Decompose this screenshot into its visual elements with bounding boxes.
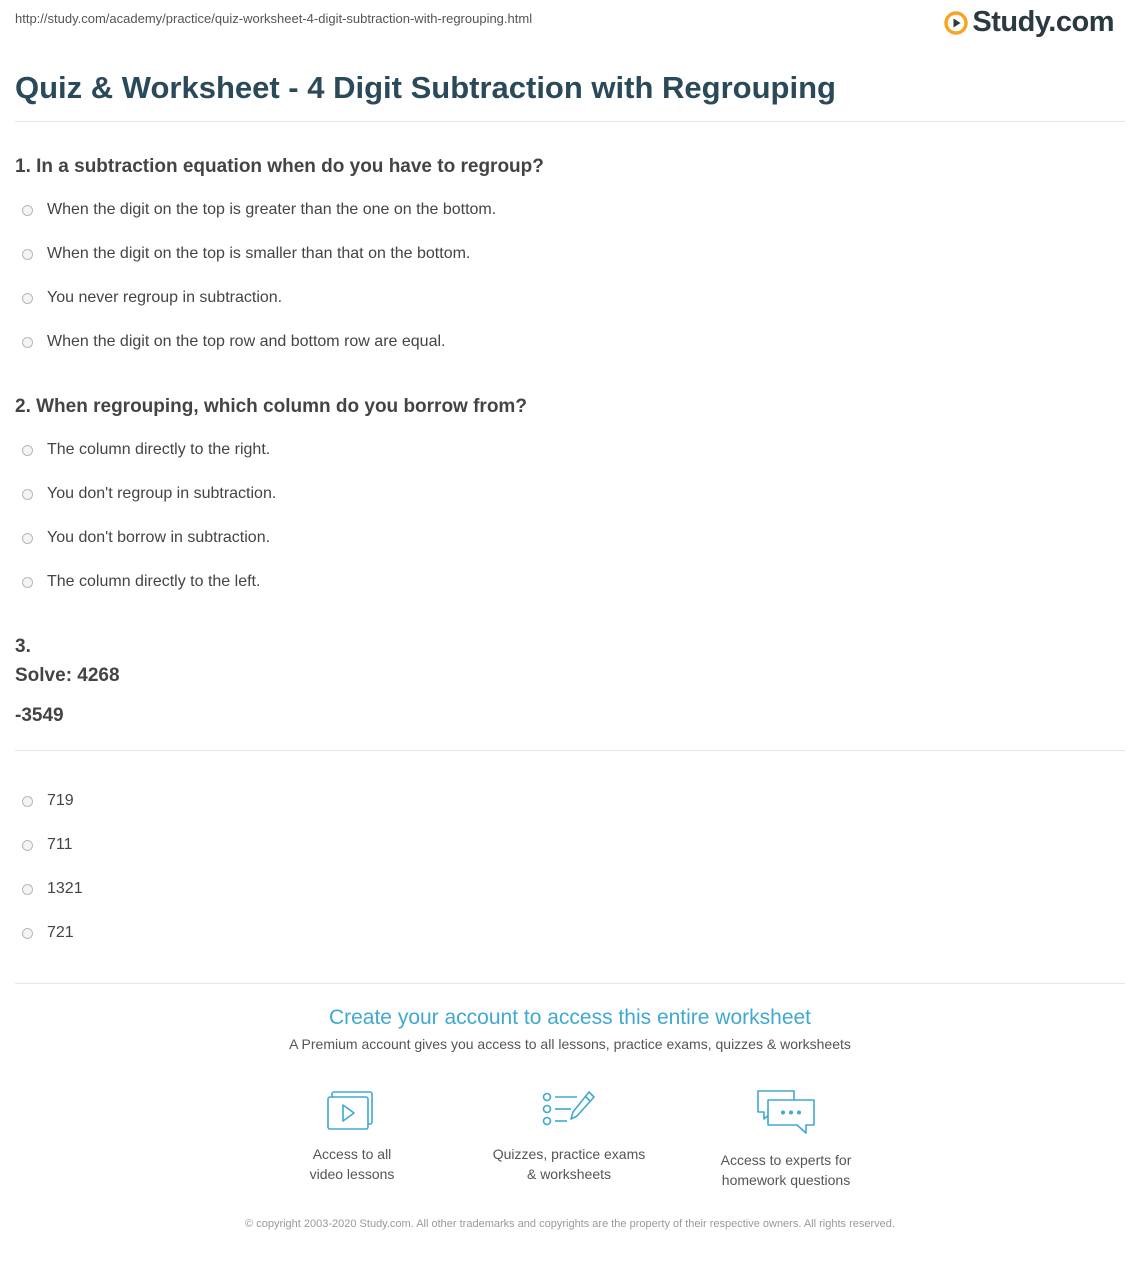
copyright-text: © copyright 2003-2020 Study.com. All other trademarks and copyrights are the property of their respective owners. All rights reserved.	[245, 1218, 895, 1230]
radio-button[interactable]	[22, 840, 33, 851]
q2-option-1[interactable]	[22, 441, 270, 459]
q1-option-1[interactable]	[22, 201, 496, 219]
radio-button[interactable]	[22, 445, 33, 456]
option-label: You never regroup in subtraction.	[47, 289, 283, 306]
feature-line-2: video lessons	[309, 1166, 395, 1182]
question-2-text: 2. When regrouping, which column do you borrow from?	[15, 396, 527, 417]
q2-option-4[interactable]	[22, 573, 260, 591]
feature-line-1: Access to experts for	[720, 1152, 852, 1168]
option-label: When the digit on the top is smaller than that on the bottom.	[47, 245, 471, 262]
option-label: The column directly to the right.	[47, 441, 271, 458]
q1-option-4[interactable]	[22, 333, 445, 351]
question-1-text: 1. In a subtraction equation when do you have to regroup?	[15, 156, 544, 177]
option-label: 1321	[47, 880, 83, 897]
create-account-link[interactable]: Create your account to access this entire worksheet	[328, 1006, 812, 1029]
video-lessons-icon	[324, 1088, 380, 1134]
radio-button[interactable]	[22, 337, 33, 348]
logo-text: Study.com	[972, 6, 1114, 38]
page-title: Quiz & Worksheet - 4 Digit Subtraction with Regrouping	[15, 70, 836, 105]
feature-line-1: Quizzes, practice exams	[492, 1146, 646, 1162]
question-3-number: 3.	[15, 636, 31, 657]
option-label: When the digit on the top row and bottom row are equal.	[47, 333, 446, 350]
radio-button[interactable]	[22, 577, 33, 588]
study-logo-icon	[944, 11, 968, 35]
question-divider	[15, 750, 1125, 751]
quiz-checklist-icon	[539, 1088, 599, 1134]
feature-video-lessons	[262, 1088, 442, 1184]
q1-option-3[interactable]	[22, 289, 282, 307]
radio-button[interactable]	[22, 205, 33, 216]
radio-button[interactable]	[22, 533, 33, 544]
question-3-subtrahend: -3549	[15, 705, 64, 726]
feature-line-2: homework questions	[721, 1172, 851, 1188]
radio-button[interactable]	[22, 884, 33, 895]
feature-line-2: & worksheets	[526, 1166, 612, 1182]
option-label: The column directly to the left.	[47, 573, 261, 590]
cta-subtitle: A Premium account gives you access to all lessons, practice exams, quizzes & worksheets	[289, 1036, 851, 1052]
title-divider	[15, 121, 1125, 122]
q3-option-1[interactable]	[22, 792, 74, 810]
option-label: You don't borrow in subtraction.	[47, 529, 271, 546]
option-label: 721	[47, 924, 74, 941]
option-label: 719	[47, 792, 74, 809]
option-label: When the digit on the top is greater than the one on the bottom.	[47, 201, 497, 218]
q2-option-3[interactable]	[22, 529, 270, 547]
question-3-solve: Solve: 4268	[15, 665, 120, 686]
option-label: 711	[47, 836, 73, 853]
q1-option-2[interactable]	[22, 245, 470, 263]
q3-option-2[interactable]	[22, 836, 73, 854]
feature-line-1: Access to all	[312, 1146, 392, 1162]
chat-bubbles-icon	[754, 1088, 818, 1140]
page-url: http://study.com/academy/practice/quiz-worksheet-4-digit-subtraction-with-regrouping.html	[15, 11, 533, 26]
q3-option-3[interactable]	[22, 880, 83, 898]
study-logo[interactable]	[944, 6, 1114, 39]
q3-option-4[interactable]	[22, 924, 74, 942]
radio-button[interactable]	[22, 796, 33, 807]
feature-quizzes	[479, 1088, 659, 1184]
q2-option-2[interactable]	[22, 485, 276, 503]
radio-button[interactable]	[22, 249, 33, 260]
radio-button[interactable]	[22, 928, 33, 939]
radio-button[interactable]	[22, 293, 33, 304]
cta-divider	[15, 983, 1125, 984]
option-label: You don't regroup in subtraction.	[47, 485, 277, 502]
radio-button[interactable]	[22, 489, 33, 500]
feature-experts	[696, 1088, 876, 1190]
